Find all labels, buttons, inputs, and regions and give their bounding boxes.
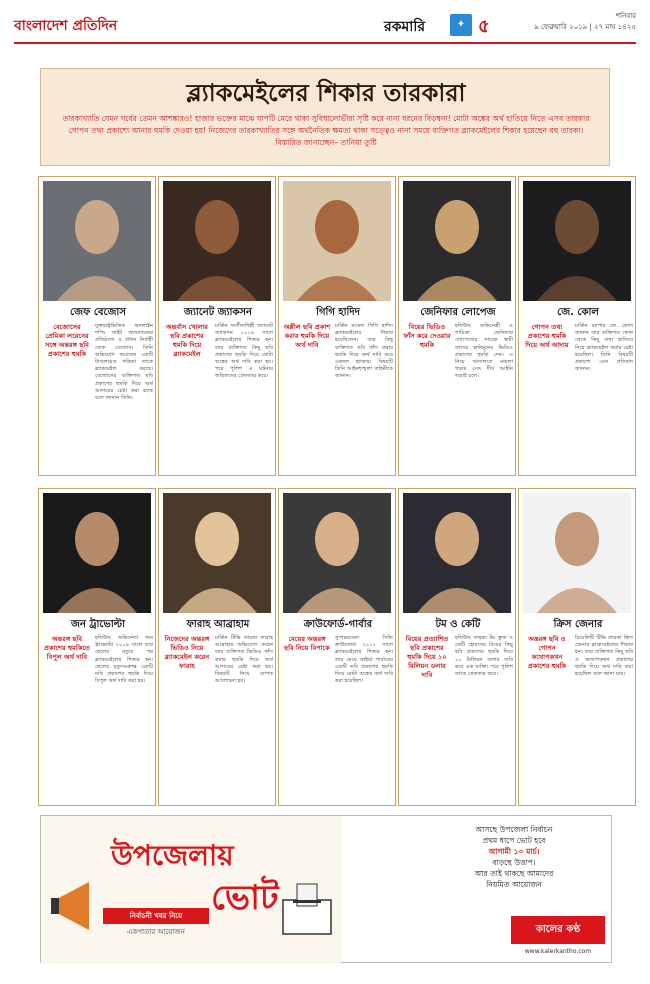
pull-quote: অন্তরঙ্গ ছবি ও গোপন কথোপকথন প্রকাশের হুমকি — [527, 635, 567, 670]
pull-quote: বেজোসের প্রেমিকা লরেনের সঙ্গে অন্তরঙ্গ ছবি প্রকাশের হুমকি — [45, 323, 89, 358]
celebrity-photo — [163, 493, 271, 613]
profile-card — [278, 488, 396, 806]
celebrity-name: টম ও কেটি — [435, 619, 481, 630]
article-text: মার্কিন র‌্যাপার জে. কোল জানান তার ব্যক্তিগত ফোন থেকে কিছু তথ্য হাতিয়ে নিয়ে ব্ল্যাকমেইল করার চেষ্টা হয়েছিল। তিনি বিষয়টি প্রকাশ্যে এনে প্রতিবাদ জানান। — [575, 323, 633, 373]
article-text: হলিউড তারকা টম ক্রুজ ও কেটি হোমসের বিয়ের কিছু ছবি প্রকাশের হুমকি দিয়ে ১০ মিলিয়ন ডলার দাবি করে এক ব্যক্তি। পরে পুলিশ তাকে গ্রেফতার করে। — [455, 635, 513, 678]
profile-card — [398, 176, 516, 476]
profile-card — [518, 488, 636, 806]
ad-vote-word: ভোট — [211, 878, 279, 918]
ad-strip: নির্বাচনী খবর নিয়ে — [103, 908, 209, 924]
ad-subline: একপাতার আয়োজন — [127, 928, 185, 936]
pull-quote: বিয়ের প্রত্যাশিত ছবি প্রকাশের হুমকি দিয়ে ১০ মিলিয়ন ডলার দাবি — [405, 635, 449, 679]
celebrity-name: জন ট্রাভোল্টা — [71, 619, 125, 630]
profile-card — [38, 176, 156, 476]
kalerkantho-logo: কালের কণ্ঠ — [511, 916, 605, 944]
portrait-icon — [163, 493, 271, 613]
page-title: ব্ল্যাকমেইলের শিকার তারকারা — [186, 78, 466, 107]
ad-copy — [421, 824, 607, 890]
article-text: মার্কিন সংগীতশিল্পী জ্যানেট জ্যাকসন ২০১৪ সালে ব্ল্যাকমেইলের শিকার হন। তার ব্যক্তিগত কিছু ছবি প্রকাশের হুমকি দিয়ে মোটা অঙ্কের অর্থ দাবি করা হয়। পরে পুলিশ এ ঘটনায় জড়িতদের গ্রেফতার করে। — [215, 323, 273, 380]
celebrity-photo — [163, 181, 271, 301]
profile-card — [158, 176, 276, 476]
pull-quote: অন্তরঙ্গ ছবি প্রকাশের হুমকিতে বিপুল অর্থ দাবি — [44, 635, 90, 661]
ad-line: আর তাই থাকছে আমাদের — [474, 869, 554, 878]
celebrity-photo — [43, 181, 151, 301]
ballot-box-icon — [277, 878, 337, 938]
article-text: যুক্তরাষ্ট্রভিত্তিক অনলাইন শপিং সাইট অ্যামাজনের প্রতিষ্ঠাতা ও প্রধান নির্বাহী জেফ বেজোস। তিনি অভিযোগ করেছেন একটি ট্যাবলয়েড পত্রিকা তাকে ব্ল্যাকমেইল করছে। বেজোসের ব্যক্তিগত ছবি প্রকাশের হুমকি দিয়ে অর্থ আদায়ের চেষ্টা করা হচ্ছে বলে জানান তিনি। — [95, 323, 153, 402]
date-day: শনিবার — [615, 12, 636, 20]
celebrity-name: ক্রাউফোর্ড-গার্বার — [303, 619, 373, 630]
ad-line: নিয়মিত আয়োজন — [486, 880, 542, 889]
celebrity-name: জ্যানেট জ্যাকসন — [184, 307, 252, 318]
celebrity-photo — [403, 181, 511, 301]
celebrity-name: জেফ বেজোস — [70, 307, 126, 318]
section-badge: ✦ — [450, 14, 472, 36]
portrait-icon — [43, 181, 151, 301]
pull-quote: গোপন তথ্য প্রকাশের হুমকি দিয়ে অর্থ আদায় — [525, 323, 569, 349]
portrait-icon — [163, 181, 271, 301]
celebrity-photo — [403, 493, 511, 613]
profile-card — [398, 488, 516, 806]
ad-headline: উপজেলায় — [111, 839, 234, 872]
article-text: মার্কিন মডেল গিগি হাদিদ ব্ল্যাকমেইলের শিকার হয়েছিলেন। তার কিছু ব্যক্তিগত ছবি ফাঁস করার হুমকি দিয়ে অর্থ দাবি করে একদল হ্যাকার। বিষয়টি তিনি আইনশৃঙ্খলা বাহিনীকে জানান। — [335, 323, 393, 380]
profile-card — [278, 176, 396, 476]
celebrity-photo — [43, 493, 151, 613]
celebrity-name: ফারাহ আব্রাহাম — [186, 619, 250, 630]
megaphone-icon — [49, 876, 109, 936]
profile-card — [518, 176, 636, 476]
celebrity-name: জেনিফার লোপেজ — [420, 307, 496, 318]
portrait-icon — [403, 493, 511, 613]
pull-quote: নিজেদের অন্তরঙ্গ ভিডিও নিয়ে ব্ল্যাকমেইল করেন ফারাহ — [164, 635, 210, 670]
advertisement — [40, 815, 612, 963]
celebrity-photo — [523, 493, 631, 613]
pull-quote: অন্তর্বাস খোলার ছবি প্রকাশের হুমকি দিয়ে ব্ল্যাকমেইল — [166, 323, 208, 358]
article-text: হলিউড অভিনেতা জন ট্রাভোল্টা ২০০৯ সালে তার ছেলের মৃত্যুর পর ব্ল্যাকমেইলের শিকার হন। ছেলের মৃত্যুসংক্রান্ত একটি নথি প্রকাশের হুমকি দিয়ে বিপুল অর্থ দাবি করা হয়। — [95, 635, 153, 685]
portrait-icon — [523, 493, 631, 613]
masthead: বাংলাদেশ প্রতিদিন — [14, 18, 118, 34]
pull-quote: বিয়ের ভিডিও ফাঁস করে দেওয়ার হুমকি — [403, 323, 451, 349]
profile-card — [38, 488, 156, 806]
page-number: ৫ — [478, 16, 490, 37]
portrait-icon — [283, 493, 391, 613]
header-divider — [14, 42, 636, 44]
ad-line: আসছে উপজেলা নির্বাচন — [475, 825, 553, 834]
portrait-icon — [523, 181, 631, 301]
portrait-icon — [283, 181, 391, 301]
ad-url: www.kalerkantho.com — [524, 948, 592, 955]
page-header — [14, 14, 636, 38]
celebrity-photo — [283, 493, 391, 613]
ad-line: বাড়ছে উত্তাপ। — [492, 858, 536, 867]
pull-quote: মেয়ের অন্তরঙ্গ ছবি নিয়ে বিপাকে — [284, 635, 330, 652]
portrait-icon — [43, 493, 151, 613]
lead-box — [40, 68, 610, 166]
intro-text: তারকাখ্যাতি যেমন গর্বের তেমন আশঙ্কারও! হাজার ভক্তের মাঝে ঘাপটি মেরে থাকা সুবিধালোভীরা সৃষ্টি করে নানা ধরনের বিড়ম্বনা! মোটা অঙ্কের অর্থ হাতিয়ে নিতে এসব তারকার গোপন তথ্য প্রকাশ্যে আনার হুমকি দেওয়া হয়! নিজেদের তারকাখ্যাতির সঙ্গে অর্থনৈতিক ক্ষমতা থাকা সত্ত্বেও নানা সময়ে ব্যক্তিগত ব্ল্যাকমেইলের শিকার হয়েছেন বহু তারকা। বিস্তারিত জানাচ্ছেন– তানিয়া তুষ্টি — [62, 114, 590, 147]
article-text: রিয়েলিটি টিভি তারকা ক্রিস জেনার ব্ল্যাকমেইলের শিকার হন। তার ব্যক্তিগত কিছু ছবি ও কথোপকথন প্রকাশের হুমকি দিয়ে অর্থ দাবি করা হয়েছিল বলে জানা যায়। — [575, 635, 633, 678]
ad-line: আগামী ১০ মার্চ। — [488, 847, 540, 856]
celebrity-name: ক্রিস জেনার — [553, 619, 603, 630]
portrait-icon — [403, 181, 511, 301]
celebrity-photo — [523, 181, 631, 301]
article-text: সুপারমডেল সিন্ডি ক্রাউফোর্ড ২০১১ সালে ব্ল্যাকমেইলের শিকার হন। তার মেয়ে কাইয়া গার্বারের একটি ছবি প্রকাশের হুমকি দিয়ে মোটা অঙ্কের অর্থ দাবি করা হয়েছিল। — [335, 635, 393, 685]
ad-line: প্রথম ধাপে ভোট হবে — [482, 836, 546, 845]
celebrity-photo — [283, 181, 391, 301]
celebrity-name: গিগি হাদিদ — [316, 307, 360, 318]
celebrity-name: জে. কোল — [557, 307, 599, 318]
section-title: রকমারি — [384, 19, 426, 35]
article-text: মার্কিন টিভি তারকা ফারাহ আব্রাহাম অভিযোগ করেন তার ব্যক্তিগত ভিডিও ফাঁস করার হুমকি দিয়ে অর্থ আদায়ের চেষ্টা করা হয়। বিষয়টি নিয়ে ব্যাপক আলোচনা হয়। — [215, 635, 273, 685]
pull-quote: অশ্লীল ছবি প্রকাশ করার হুমকি দিয়ে অর্থ দাবি — [283, 323, 331, 349]
profile-card — [158, 488, 276, 806]
date-line: ৯ ফেব্রুয়ারি ২০১৯ | ২৭ মাঘ ১৪২৫ — [534, 23, 636, 31]
article-text: হলিউড অভিনেত্রী ও গায়িকা জেনিফার লোপেজের সাবেক স্বামী তাদের হানিমুনের ভিডিও প্রকাশের হুমকি দেন। এ নিয়ে আদালতে মামলা গড়ায় এবং দীর্ঘ আইনি লড়াই চলে। — [455, 323, 513, 380]
